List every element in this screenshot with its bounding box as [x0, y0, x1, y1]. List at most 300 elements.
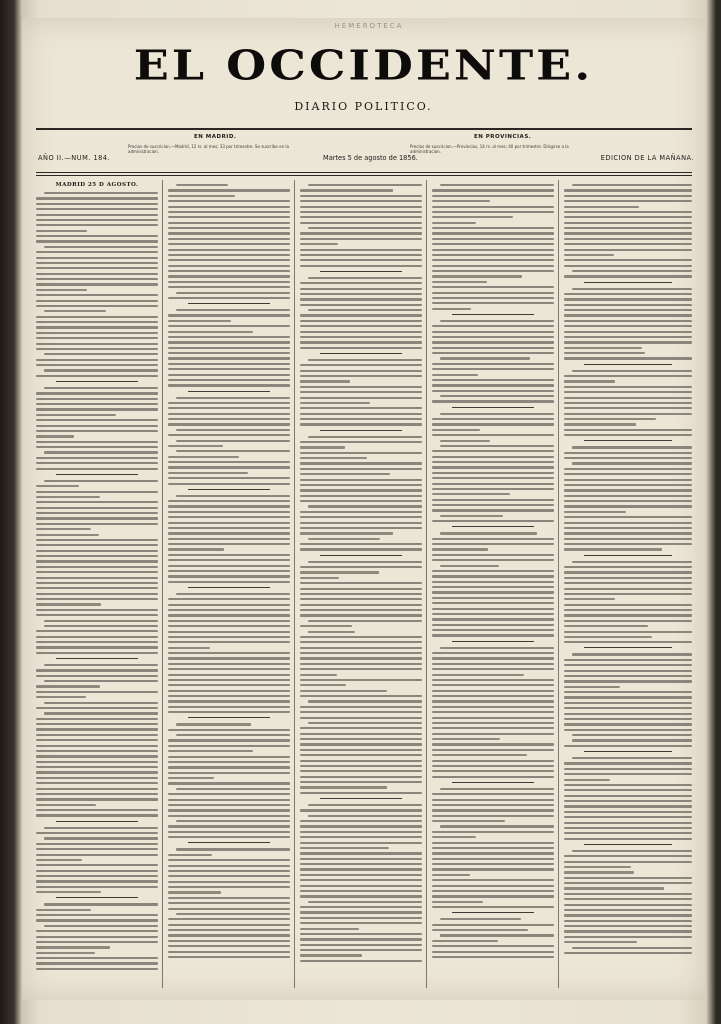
text-line: [300, 397, 422, 399]
text-line: [564, 855, 692, 857]
text-line: [168, 865, 290, 867]
text-line: [308, 815, 422, 817]
text-line: [564, 347, 642, 349]
text-line: [432, 815, 554, 817]
text-line: [300, 211, 422, 213]
text-line: [432, 292, 554, 294]
text-line: [564, 702, 692, 704]
section-divider: [320, 798, 402, 799]
text-line: [300, 765, 422, 767]
text-line: [564, 729, 692, 731]
text-line: [36, 403, 158, 405]
text-line: [432, 222, 476, 224]
text-line: [168, 522, 290, 524]
text-line: [432, 379, 554, 381]
section-divider: [320, 555, 402, 556]
text-line: [36, 441, 158, 443]
text-line: [564, 827, 692, 829]
text-line: [308, 309, 422, 311]
text-line: [36, 398, 158, 400]
text-line: [432, 722, 554, 724]
column-divider: [162, 180, 163, 988]
text-line: [564, 696, 692, 698]
text-line: [36, 430, 158, 432]
text-line: [36, 321, 158, 323]
text-line: [36, 359, 158, 361]
text-line: [36, 283, 158, 285]
text-line: [308, 700, 422, 702]
text-line: [300, 674, 337, 676]
text-line: [168, 368, 290, 370]
text-line: [432, 189, 554, 191]
text-line: [564, 452, 692, 454]
text-line: [440, 184, 554, 186]
text-line: [432, 325, 554, 327]
text-line: [168, 570, 290, 572]
text-line: [440, 565, 499, 567]
text-line: [432, 820, 505, 822]
text-column-3: [300, 180, 422, 992]
text-line: [300, 706, 422, 708]
text-line: [300, 922, 422, 924]
text-line: [432, 743, 554, 745]
text-line: [432, 554, 554, 556]
text-line: [308, 184, 422, 186]
text-line: [300, 960, 422, 962]
text-line: [168, 934, 290, 936]
text-line: [564, 325, 692, 327]
text-line: [564, 413, 692, 415]
text-line: [168, 477, 290, 479]
text-line: [300, 446, 345, 448]
text-line: [432, 684, 554, 686]
text-line: [36, 909, 91, 911]
text-line: [564, 407, 692, 409]
text-line: [432, 863, 554, 865]
text-line: [36, 501, 158, 503]
text-line: [564, 532, 692, 534]
text-line: [36, 854, 158, 856]
text-line: [168, 891, 221, 893]
text-line: [432, 509, 554, 511]
text-line: [432, 879, 554, 881]
text-line: [300, 917, 422, 919]
text-line: [440, 445, 554, 447]
text-line: [168, 766, 290, 768]
text-line: [300, 206, 422, 208]
text-line: [36, 305, 158, 307]
text-line: [36, 603, 101, 605]
text-line: [300, 386, 422, 388]
text-line: [168, 379, 290, 381]
text-line: [564, 795, 692, 797]
text-line: [572, 270, 692, 272]
text-line: [432, 559, 554, 561]
text-line: [564, 473, 692, 475]
text-line: [300, 825, 422, 827]
text-line: [300, 391, 422, 393]
text-line: [300, 380, 350, 382]
section-divider: [584, 282, 672, 283]
text-line: [300, 614, 422, 616]
text-line: [168, 663, 290, 665]
text-line: [300, 760, 422, 762]
text-line: [564, 588, 692, 590]
text-line: [44, 480, 158, 482]
text-line: [36, 528, 91, 530]
text-line: [168, 674, 290, 676]
text-line: [564, 309, 692, 311]
text-line: [300, 282, 422, 284]
section-divider: [584, 364, 672, 365]
text-line: [36, 952, 95, 954]
text-line: [432, 618, 554, 620]
text-line: [36, 534, 99, 536]
text-line: [176, 397, 290, 399]
text-line: [168, 636, 290, 638]
text-line: [168, 782, 290, 784]
text-line: [432, 799, 554, 801]
text-line: [564, 593, 692, 595]
section-divider: [188, 303, 270, 304]
text-line: [564, 718, 692, 720]
text-line: [432, 804, 554, 806]
text-line: [36, 788, 158, 790]
text-line: [300, 593, 422, 595]
text-line: [36, 294, 158, 296]
text-line: [564, 670, 692, 672]
text-line: [168, 281, 290, 283]
text-line: [300, 609, 422, 611]
text-line: [168, 620, 290, 622]
text-line: [168, 951, 290, 953]
text-line: [564, 745, 692, 747]
text-line: [168, 548, 224, 550]
text-line: [168, 924, 290, 926]
text-line: [168, 331, 253, 333]
text-line: [168, 684, 290, 686]
text-line: [168, 929, 290, 931]
text-line: [36, 739, 158, 741]
text-line: [564, 538, 692, 540]
text-line: [168, 729, 290, 731]
text-line: [168, 195, 235, 197]
text-line: [432, 336, 554, 338]
text-line: [36, 946, 110, 948]
text-line: [432, 760, 554, 762]
text-line: [36, 814, 158, 816]
text-line: [300, 288, 422, 290]
text-line: [564, 516, 692, 518]
text-line: [440, 440, 490, 442]
text-line: [300, 954, 362, 956]
text-line: [564, 331, 692, 333]
text-line: [300, 890, 422, 892]
text-line: [44, 387, 158, 389]
text-line: [300, 695, 422, 697]
text-line: [432, 286, 554, 288]
text-line: [564, 871, 634, 873]
text-line: [564, 800, 692, 802]
text-line: [432, 499, 554, 501]
text-line: [432, 890, 554, 892]
text-line: [564, 222, 692, 224]
text-line: [36, 728, 158, 730]
text-line: [44, 837, 158, 839]
text-line: [168, 706, 290, 708]
text-line: [168, 809, 290, 811]
text-line: [168, 761, 290, 763]
text-line: [564, 838, 692, 840]
text-line: [168, 940, 290, 942]
text-line: [300, 895, 422, 897]
text-line: [432, 929, 528, 931]
text-line: [168, 314, 290, 316]
text-line: [300, 527, 422, 529]
text-column-2: [168, 180, 290, 992]
text-line: [300, 852, 422, 854]
text-line: [300, 304, 422, 306]
text-line: [432, 308, 471, 310]
text-line: [36, 555, 158, 557]
text-line: [564, 434, 692, 436]
text-line: [432, 885, 554, 887]
section-divider: [584, 751, 672, 752]
text-line: [432, 418, 554, 420]
text-line: [36, 491, 158, 493]
text-line: [168, 238, 290, 240]
text-line: [432, 793, 554, 795]
text-line: [432, 275, 522, 277]
text-line: [168, 581, 290, 583]
section-divider: [452, 407, 534, 408]
text-line: [168, 902, 290, 904]
text-line: [168, 799, 290, 801]
text-line: [44, 903, 158, 905]
text-line: [564, 418, 656, 420]
text-line: [168, 466, 290, 468]
text-line: [308, 561, 422, 563]
text-line: [300, 820, 422, 822]
text-line: [176, 292, 290, 294]
text-line: [432, 281, 487, 283]
text-line: [36, 646, 158, 648]
text-line: [300, 407, 422, 409]
section-divider: [320, 353, 402, 354]
text-line: [168, 854, 212, 856]
text-line: [564, 664, 692, 666]
text-line: [572, 757, 692, 759]
text-line: [432, 945, 554, 947]
text-line: [432, 674, 524, 676]
text-line: [168, 500, 290, 502]
text-line: [168, 232, 290, 234]
text-line: [168, 483, 290, 485]
text-line: [300, 402, 370, 404]
text-line: [564, 822, 692, 824]
text-line: [36, 208, 158, 210]
text-line: [168, 945, 290, 947]
text-line: [300, 754, 422, 756]
text-line: [44, 246, 158, 248]
text-line: [176, 723, 251, 725]
text-line: [300, 331, 422, 333]
text-line: [36, 968, 158, 970]
text-line: [432, 368, 554, 370]
text-line: [564, 566, 692, 568]
text-line: [300, 684, 346, 686]
text-line: [432, 597, 554, 599]
text-line: [564, 304, 692, 306]
section-divider: [56, 381, 138, 382]
text-line: [36, 761, 158, 763]
text-line: [300, 479, 422, 481]
text-line: [564, 511, 626, 513]
text-line: [308, 620, 422, 622]
text-line: [432, 575, 554, 577]
text-line: [36, 962, 158, 964]
text-line: [300, 293, 422, 295]
text-line: [168, 859, 290, 861]
text-line: [300, 604, 422, 606]
text-line: [300, 259, 422, 261]
section-divider: [56, 658, 138, 659]
text-line: [564, 200, 692, 202]
text-line: [432, 657, 554, 659]
text-line: [308, 227, 422, 229]
text-line: [564, 604, 692, 606]
text-line: [168, 527, 290, 529]
text-line: [300, 647, 422, 649]
text-line: [168, 756, 290, 758]
section-divider: [452, 314, 534, 315]
text-line: [308, 631, 355, 633]
text-line: [36, 609, 158, 611]
text-line: [176, 734, 290, 736]
text-line: [300, 911, 422, 913]
text-line: [176, 788, 290, 790]
text-line: [432, 538, 554, 540]
text-line: [564, 609, 692, 611]
text-line: [36, 278, 158, 280]
text-line: [300, 200, 422, 202]
text-line: [432, 243, 554, 245]
text-line: [308, 804, 422, 806]
text-line: [36, 523, 158, 525]
text-line: [564, 707, 692, 709]
text-line: [432, 477, 554, 479]
text-line: [564, 341, 692, 343]
text-line: [300, 566, 422, 568]
text-line: [36, 870, 158, 872]
text-line: [168, 320, 231, 322]
text-line: [432, 586, 554, 588]
text-line: [36, 859, 82, 861]
text-line: [300, 413, 422, 415]
text-line: [300, 885, 422, 887]
text-line: [300, 364, 422, 366]
text-line: [440, 532, 537, 534]
text-line: [36, 485, 79, 487]
text-line: [36, 468, 158, 470]
text-line: [440, 788, 554, 790]
text-line: [564, 614, 692, 616]
section-divider: [188, 842, 270, 843]
text-line: [176, 450, 290, 452]
text-line: [168, 249, 290, 251]
text-line: [300, 216, 422, 218]
text-line: [300, 418, 422, 420]
text-line: [36, 348, 158, 350]
text-line: [564, 265, 692, 267]
provincias-subscription-heading: EN PROVINCIAS.: [474, 134, 532, 140]
text-line: [432, 852, 554, 854]
text-line: [36, 392, 158, 394]
issue-date: Martes 5 de agosto de 1856.: [323, 154, 418, 162]
text-line: [440, 934, 554, 936]
text-line: [432, 434, 554, 436]
text-line: [300, 743, 422, 745]
column-divider: [426, 180, 427, 988]
text-line: [300, 548, 422, 550]
text-line: [168, 657, 290, 659]
text-line: [168, 886, 290, 888]
text-line: [168, 538, 290, 540]
text-line: [440, 918, 521, 920]
text-line: [432, 200, 490, 202]
text-line: [168, 908, 290, 910]
text-line: [432, 390, 554, 392]
text-line: [564, 920, 692, 922]
text-line: [36, 919, 158, 921]
text-line: [44, 625, 158, 627]
text-line: [36, 745, 158, 747]
text-column-4: [432, 180, 554, 992]
text-line: [564, 598, 615, 600]
text-line: [308, 722, 422, 724]
text-line: [432, 924, 554, 926]
newspaper-title: EL OCCIDENTE.: [133, 40, 594, 90]
text-line: [564, 357, 692, 359]
text-line: [168, 804, 290, 806]
text-line: [432, 504, 554, 506]
text-line: [300, 663, 422, 665]
text-line: [36, 685, 100, 687]
text-line: [300, 717, 422, 719]
text-line: [36, 641, 158, 643]
text-line: [432, 868, 554, 870]
text-line: [432, 706, 554, 708]
text-line: [300, 582, 422, 584]
text-line: [300, 679, 422, 681]
newspaper-page: [22, 18, 705, 1000]
text-line: [168, 647, 210, 649]
text-line: [36, 332, 158, 334]
text-line: [168, 625, 290, 627]
text-line: [300, 347, 422, 349]
text-line: [44, 620, 158, 622]
text-line: [432, 874, 470, 876]
text-line: [564, 402, 692, 404]
text-line: [432, 363, 554, 365]
text-line: [432, 195, 554, 197]
text-line: [564, 952, 692, 954]
text-line: [36, 419, 158, 421]
text-line: [36, 614, 158, 616]
text-line: [36, 512, 158, 514]
text-line: [300, 652, 422, 654]
text-line: [432, 690, 554, 692]
